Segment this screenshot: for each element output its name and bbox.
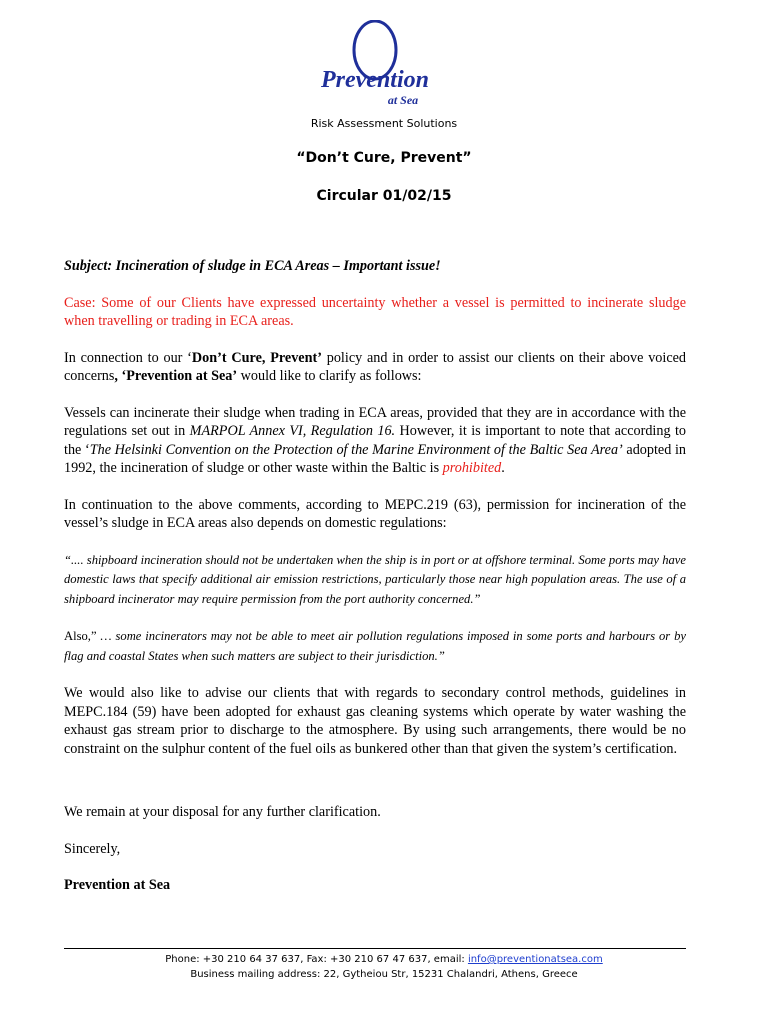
mepc184-paragraph: We would also like to advise our clients that with regards to secondary control methods, guidelines in MEPC.184 (59) have been adopted for exhaust gas cleaning systems which operate by water washing the exhaust gas stream prior to discharge to the atmosphere. By using such arrangements, there would be no constraint on the sulphur content of the fuel oils as bunkered other than that given the system’s certification. bbox=[64, 685, 686, 757]
intro-policy-name: Don’t Cure, Prevent’ bbox=[191, 349, 322, 366]
regulation-text-c: However, it is important to note that according to the ‘ bbox=[64, 423, 686, 458]
company-logo bbox=[300, 20, 450, 120]
footer-contact: Phone: +30 210 64 37 637, Fax: +30 210 67 47 637, email: bbox=[165, 954, 468, 965]
letter-body bbox=[64, 257, 686, 913]
case-paragraph: Case: Some of our Clients have expressed uncertainty whether a vessel is permitted to incinerate sludge when travelling or trading in ECA areas. bbox=[64, 294, 686, 329]
intro-company-name: , ‘Prevention at Sea’ bbox=[114, 368, 238, 384]
quote-paragraph-1: “.... shipboard incineration should not be undertaken when the ship is in port or at offshore terminal. Some ports may have domestic laws that specify additional air emission restrictions, particularly those near high population areas. The use of a shipboard incinerator may require permission from the port authority concerned.” bbox=[64, 552, 686, 606]
intro-text-e: would like to clarify as follows: bbox=[237, 368, 422, 384]
circular-number: Circular 01/02/15 bbox=[316, 188, 452, 204]
regulation-text-g: . bbox=[501, 460, 505, 476]
intro-text-c: policy and in order to assist our clients on their above voiced concerns bbox=[64, 349, 687, 384]
regulation-text-e: adopted in 1992, the incineration of sludge or other waste within the Baltic is bbox=[64, 441, 687, 476]
email-link[interactable]: info@preventionatsea.com bbox=[467, 954, 603, 965]
paragraph-gap bbox=[64, 776, 686, 803]
regulation-paragraph bbox=[64, 404, 686, 478]
marpol-reference: MARPOL Annex VI, Regulation 16. bbox=[189, 423, 396, 439]
subject-line: Subject: Incineration of sludge in ECA Areas – Important issue! bbox=[64, 258, 441, 274]
quote2-lead: Also,” bbox=[64, 629, 101, 643]
intro-text-a: In connection to our ‘ bbox=[64, 349, 192, 366]
quote2-text: … some incinerators may not be able to meet air pollution regulations imposed in some ports and harbours or by flag and coastal States when such matters are subject to their jurisdiction.” bbox=[64, 629, 686, 663]
disposal-paragraph: We remain at your disposal for any further clarification. bbox=[64, 804, 381, 820]
footer-contact-line bbox=[0, 952, 768, 967]
logo-main-text: Prevention bbox=[321, 67, 429, 93]
footer-divider bbox=[64, 948, 686, 949]
mepc219-paragraph: In continuation to the above comments, according to MEPC.219 (63), permission for incineration of the vessel’s sludge in ECA areas also depends on domestic regulations: bbox=[64, 496, 686, 531]
footer-address: Business mailing address: 22, Gytheiou Str, 15231 Chalandri, Athens, Greece bbox=[190, 969, 578, 980]
closing-salutation: Sincerely, bbox=[64, 840, 121, 857]
quote-paragraph-2 bbox=[64, 627, 686, 666]
prohibited-word: prohibited bbox=[442, 460, 502, 476]
logo-sub-text: at Sea bbox=[387, 93, 419, 107]
intro-paragraph bbox=[64, 349, 686, 386]
footer bbox=[0, 952, 768, 982]
helsinki-convention-reference: The Helsinki Convention on the Protection of the Marine Environment of the Baltic Sea Area’ bbox=[89, 441, 623, 458]
signature-name: Prevention at Sea bbox=[64, 877, 171, 893]
motto-heading: “Don’t Cure, Prevent” bbox=[296, 150, 472, 166]
regulation-text-a: Vessels can incinerate their sludge when trading in ECA areas, provided that they are in accordance with the regulations set out in bbox=[64, 404, 686, 439]
tagline: Risk Assessment Solutions bbox=[310, 117, 458, 130]
